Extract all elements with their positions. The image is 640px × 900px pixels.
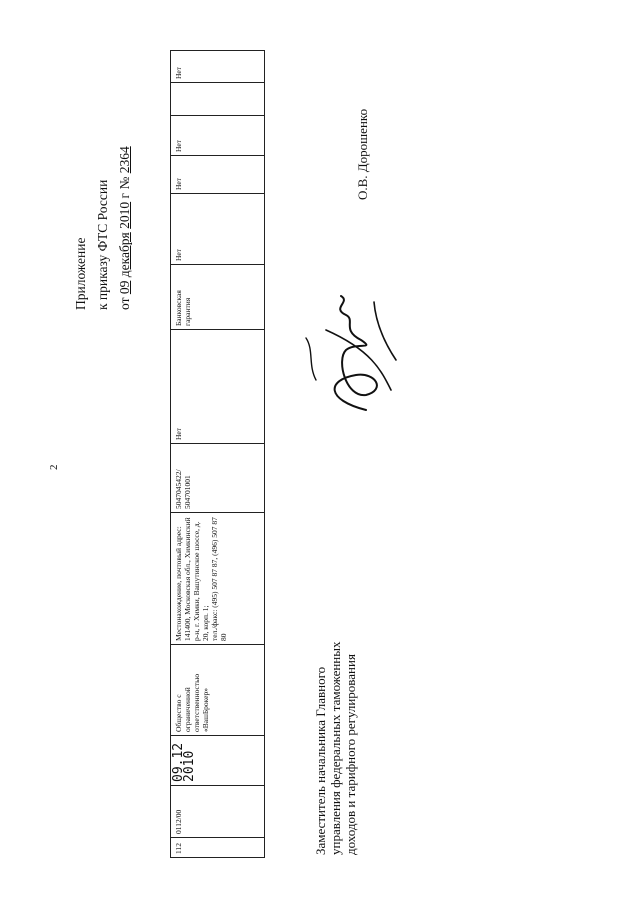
col-divider: [170, 785, 265, 786]
col-divider: [170, 264, 265, 265]
signatory-line-2: управления федеральных таможенных: [328, 641, 343, 855]
cell-org-name: Общество с ограниченной ответственностью «ВашБрокер»: [174, 673, 210, 732]
table-border-bottom: [264, 50, 265, 858]
appendix-year: 2010: [117, 201, 132, 229]
cell-net-1: Нет: [174, 427, 183, 440]
handwritten-signature: [286, 280, 416, 420]
broker-registry-table: [170, 50, 265, 858]
cell-inn-kpp: 5047045422/ 504701001: [174, 469, 192, 509]
cell-reg-number: 0112/00: [174, 809, 183, 834]
table-border-left: [170, 857, 265, 858]
table-border-right: [170, 50, 265, 51]
col-divider: [170, 193, 265, 194]
appendix-order-ref: к приказу ФТС России: [95, 179, 110, 310]
col-divider: [170, 837, 265, 838]
cell-net-2: Нет: [174, 248, 183, 261]
col-divider: [170, 644, 265, 645]
cell-reg-date-day: 09.12: [171, 742, 186, 782]
col-divider: [170, 735, 265, 736]
cell-phone: тел./факс: (495) 507 87 87, (496) 507 87 80: [210, 517, 228, 641]
col-divider: [170, 82, 265, 83]
col-divider: [170, 329, 265, 330]
page-number: 2: [48, 464, 60, 470]
appendix-month: декабря: [117, 232, 132, 278]
col-divider: [170, 155, 265, 156]
cell-net-3: Нет: [174, 177, 183, 190]
signatory-line-3: доходов и тарифного регулирования: [343, 654, 358, 855]
cell-address: [174, 516, 228, 641]
appendix-day: 09: [117, 280, 132, 295]
cell-net-5: Нет: [174, 66, 183, 79]
signatory-name: О.В. Дорошенко: [355, 108, 370, 200]
col-divider: [170, 512, 265, 513]
appendix-title: Приложение: [73, 237, 88, 310]
signatory-title: [313, 642, 358, 855]
appendix-date-line: [114, 146, 136, 310]
cell-reg-date-year: 2010: [182, 750, 197, 782]
appendix-from: от: [117, 297, 132, 310]
appendix-number: 2364: [117, 146, 132, 174]
cell-net-4: Нет: [174, 139, 183, 152]
signatory-line-1: Заместитель начальника Главного: [313, 666, 328, 855]
cell-reg-date: [173, 738, 195, 782]
col-divider: [170, 115, 265, 116]
cell-address-text: Местонахождение, почтовый адрес: 141400, Московская обл., Химкинский р-н, г. Химки, Вашутинское шоссе, д. 20, корп. 1;: [174, 517, 210, 641]
cell-row-number: 112: [174, 843, 183, 854]
appendix-header: [70, 146, 136, 310]
cell-guarantee: Банковская гарантия: [174, 290, 192, 326]
col-divider: [170, 443, 265, 444]
appendix-year-suffix: г №: [117, 176, 132, 199]
table-border-top: [170, 50, 171, 858]
